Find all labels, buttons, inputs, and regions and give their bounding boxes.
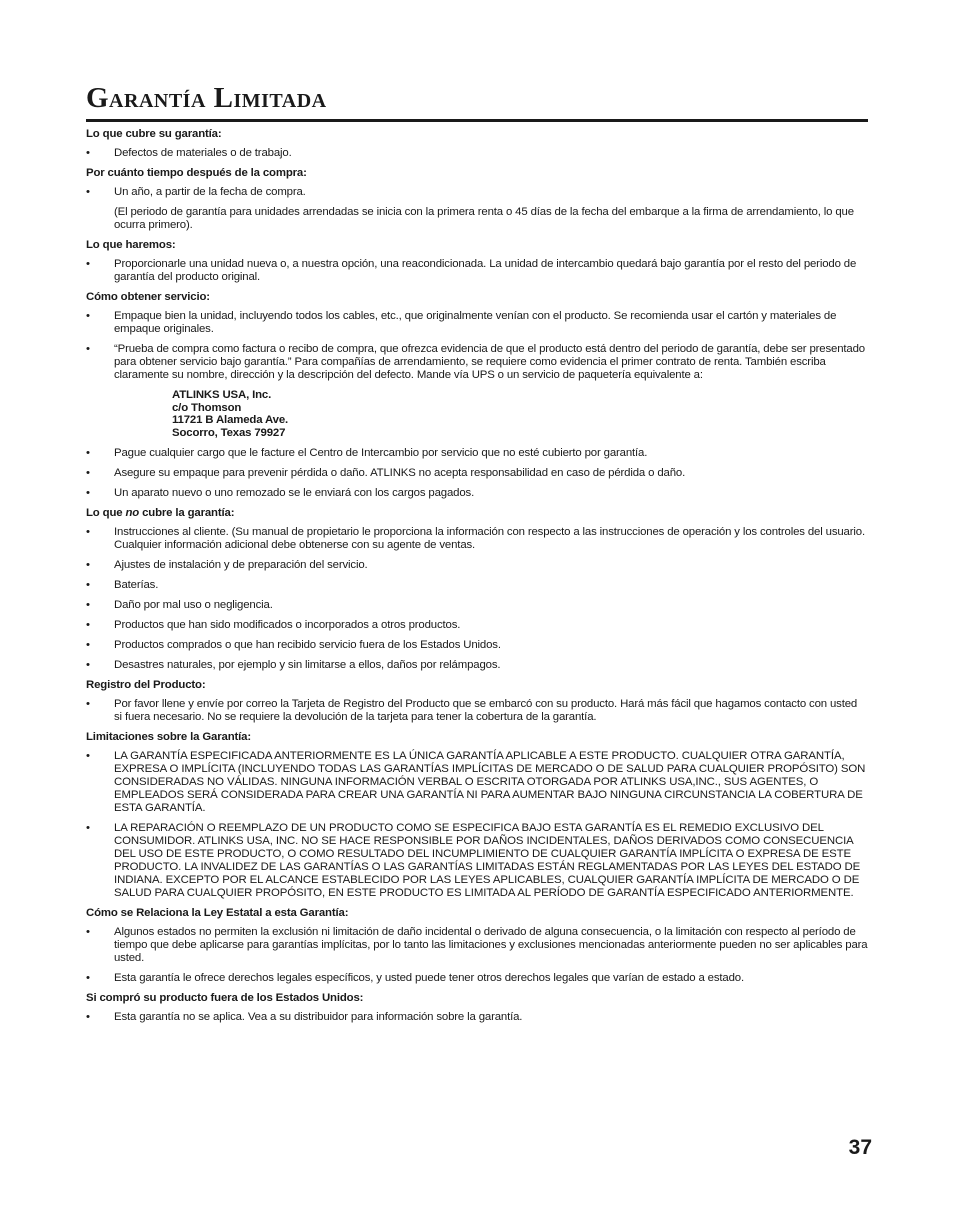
section-heading-registration: Registro del Producto: [86, 679, 206, 691]
address-line: c/o Thomson [172, 401, 242, 414]
list-item [86, 1011, 868, 1024]
list-item-text: Proporcionarle una unidad nueva o, a nuestra opción, una reacondicionada. La unidad de intercambio quedará bajo garantía por el resto del periodo de garantía del producto original. [114, 258, 857, 283]
bullet-icon: • [86, 639, 90, 651]
list-item [86, 343, 868, 382]
list-item-text: Empaque bien la unidad, incluyendo todos los cables, etc., que originalmente venían con el producto. Se recomienda usar el cartón y materiales de empaque originales. [114, 310, 837, 335]
heading-part: Lo que [86, 507, 126, 519]
list-item [86, 186, 868, 199]
heading-emphasis: no [125, 507, 140, 519]
list-item [86, 487, 868, 500]
bullet-icon: • [86, 147, 90, 159]
warranty-content [86, 126, 868, 1031]
list-item-text: Un año, a partir de la fecha de compra. [114, 186, 306, 198]
address-line: ATLINKS USA, Inc. [172, 389, 272, 401]
heading-part: cubre la garantía: [139, 507, 235, 519]
list-item [86, 467, 868, 480]
list-item-text: Desastres naturales, por ejemplo y sin limitarse a ellos, daños por relámpagos. [114, 659, 501, 671]
bullet-icon: • [86, 559, 90, 571]
list-item-text: Daño por mal uso o negligencia. [114, 599, 273, 611]
address-line: Socorro, Texas 79927 [172, 426, 286, 439]
list-item [86, 619, 868, 632]
section-heading-get-service: Cómo obtener servicio: [86, 291, 210, 303]
bullet-icon: • [86, 659, 90, 671]
list-item [86, 926, 868, 965]
list-item [86, 579, 868, 592]
service-address [86, 389, 868, 439]
bullet-icon: • [86, 579, 90, 591]
list-item-text: “Prueba de compra como factura o recibo de compra, que ofrezca evidencia de que el producto está dentro del periodo de garantía, debe ser presentado para obtener servicio bajo garantía.” Para compañías de arrendamiento, se requiere como evidencia el primer contrato de renta. También escriba claramente su nombre, dirección y la descripción del defecto. Mande vía UPS o un servicio de paquetería equivalente a: [114, 343, 865, 381]
list-item [86, 659, 868, 672]
bullet-icon: • [86, 822, 90, 834]
bullet-icon: • [86, 750, 90, 762]
bullet-icon: • [86, 487, 90, 499]
section-heading-limitations: Limitaciones sobre la Garantía: [86, 731, 251, 743]
list-item [86, 258, 868, 284]
section-heading-not-covered [86, 507, 868, 520]
page-number: 37 [848, 1136, 872, 1159]
list-item [86, 147, 868, 160]
section-heading-what-we-do: Lo que haremos: [86, 239, 176, 251]
bullet-icon: • [86, 972, 90, 984]
bullet-icon: • [86, 310, 90, 322]
section-heading-duration: Por cuánto tiempo después de la compra: [86, 167, 307, 179]
bullet-icon: • [86, 619, 90, 631]
list-item-text: LA GARANTÍA ESPECIFICADA ANTERIORMENTE ES LA ÚNICA GARANTÍA APLICABLE A ESTE PRODUCTO. CUALQUIER OTRA GARANTÍA, EXPRESA O IMPLÍCITA (INCLUYENDO TODAS LAS GARANTÍAS IMPLÍCITAS DE MERCADO O DE SALUD PARA CUALQUIER PROPÓSITO) SON CONSIDERADAS NO VÁLIDAS. NINGUNA INFORMACIÓN VERBAL O ESCRITA OTORGADA POR ATLINKS USA,INC., SUS AGENTES, O EMPLEADOS SERÁ CONSIDERADA PARA CREAR UNA GARANTÍA NI PARA AUMENTAR BAJO NINGUNA CIRCUNSTANCIA LA COBERTURA DE ESTA GARANTÍA. [114, 750, 866, 814]
bullet-icon: • [86, 343, 90, 355]
list-item-text: Esta garantía no se aplica. Vea a su distribuidor para información sobre la garantía. [114, 1011, 523, 1023]
list-item-text: Algunos estados no permiten la exclusión ni limitación de daño incidental o derivado de alguna consecuencia, o la limitación con respecto al período de tiempo que debe aplicarse para garantías implícitas, por lo tanto las limitaciones y exclusiones mencionadas anteriormente pueden no ser aplicables para usted. [114, 926, 868, 964]
list-item [86, 599, 868, 612]
list-item-text: Pague cualquier cargo que le facture el Centro de Intercambio por servicio que no esté cubierto por garantía. [114, 447, 648, 459]
bullet-icon: • [86, 526, 90, 538]
list-item-text: Asegure su empaque para prevenir pérdida o daño. ATLINKS no acepta responsabilidad en caso de pérdida o daño. [114, 467, 686, 479]
list-item [86, 750, 868, 815]
bullet-icon: • [86, 186, 90, 198]
title-rule [86, 119, 868, 122]
bullet-icon: • [86, 1011, 90, 1023]
list-item [86, 698, 868, 724]
list-item [86, 526, 868, 552]
list-item-text: Productos que han sido modificados o incorporados a otros productos. [114, 619, 461, 631]
list-item-text: Un aparato nuevo o uno remozado se le enviará con los cargos pagados. [114, 487, 475, 499]
list-item [86, 559, 868, 572]
list-item-text: Defectos de materiales o de trabajo. [114, 147, 292, 159]
section-heading-coverage: Lo que cubre su garantía: [86, 128, 222, 140]
bullet-icon: • [86, 698, 90, 710]
bullet-icon: • [86, 599, 90, 611]
list-item-text: Productos comprados o que han recibido servicio fuera de los Estados Unidos. [114, 639, 501, 651]
list-item [86, 639, 868, 652]
list-item [86, 447, 868, 460]
leasing-note: (El periodo de garantía para unidades arrendadas se inicia con la primera renta o 45 días de la fecha del embarque a la firma de arrendamiento, lo que ocurra primero). [114, 206, 854, 231]
list-item-text: LA REPARACIÓN O REEMPLAZO DE UN PRODUCTO COMO SE ESPECIFICA BAJO ESTA GARANTÍA ES EL REMEDIO EXCLUSIVO DEL CONSUMIDOR. ATLINKS USA, INC. NO SE HACE RESPONSIBLE POR DAÑOS INCIDENTALES, DAÑOS DERIVADOS COMO CONSECUENCIA DEL USO DE ESTE PRODUCTO, O COMO RESULTADO DEL INCUMPLIMIENTO DE CUALQUIER GARANTÍA IMPLÍCITA O EXPRESA DE ESTE PRODUCTO. LA INVALIDEZ DE LAS GARANTÍAS O LAS GARANTÍAS LIMITADAS ESTÁN REGLAMENTADAS POR LAS LEYES DEL ESTADO DE INDIANA. EXCEPTO POR EL ALCANCE ESTABLECIDO POR LAS LEYES APLICABLES, CUALQUIER GARANTÍA IMPLÍCITA DE MERCADO O DE SALUD PARA CUALQUIER PROPÓSITO, EN ESTE PRODUCTO ES LIMITADA AL PERÍODO DE GARANTÍA ESPECIFICADO ANTERIORMENTE. [114, 822, 861, 899]
bullet-icon: • [86, 467, 90, 479]
list-item [86, 310, 868, 336]
list-item [86, 972, 868, 985]
list-item-text: Baterías. [114, 579, 159, 591]
list-item-text: Ajustes de instalación y de preparación del servicio. [114, 559, 368, 571]
list-item [86, 822, 868, 900]
list-item-text: Instrucciones al cliente. (Su manual de propietario le proporciona la información con respecto a las instrucciones de operación y los controles del usuario. Cualquier información adicional debe obtenerse con su agente de ventas. [114, 526, 865, 551]
list-item-text: Por favor llene y envíe por correo la Tarjeta de Registro del Producto que se embarcó con su producto. Hará más fácil que hagamos contacto con usted si fuera necesario. No se requiere la devolución de la tarjeta para tener la cobertura de la garantía. [114, 698, 858, 723]
address-line: 11721 B Alameda Ave. [172, 414, 289, 426]
bullet-icon: • [86, 926, 90, 938]
section-heading-state-law: Cómo se Relaciona la Ley Estatal a esta Garantía: [86, 907, 349, 919]
page-title: Garantía Limitada [86, 82, 327, 114]
bullet-icon: • [86, 447, 90, 459]
bullet-icon: • [86, 258, 90, 270]
section-heading-outside-us: Si compró su producto fuera de los Estados Unidos: [86, 992, 364, 1004]
list-item-text: Esta garantía le ofrece derechos legales específicos, y usted puede tener otros derechos legales que varían de estado a estado. [114, 972, 745, 984]
